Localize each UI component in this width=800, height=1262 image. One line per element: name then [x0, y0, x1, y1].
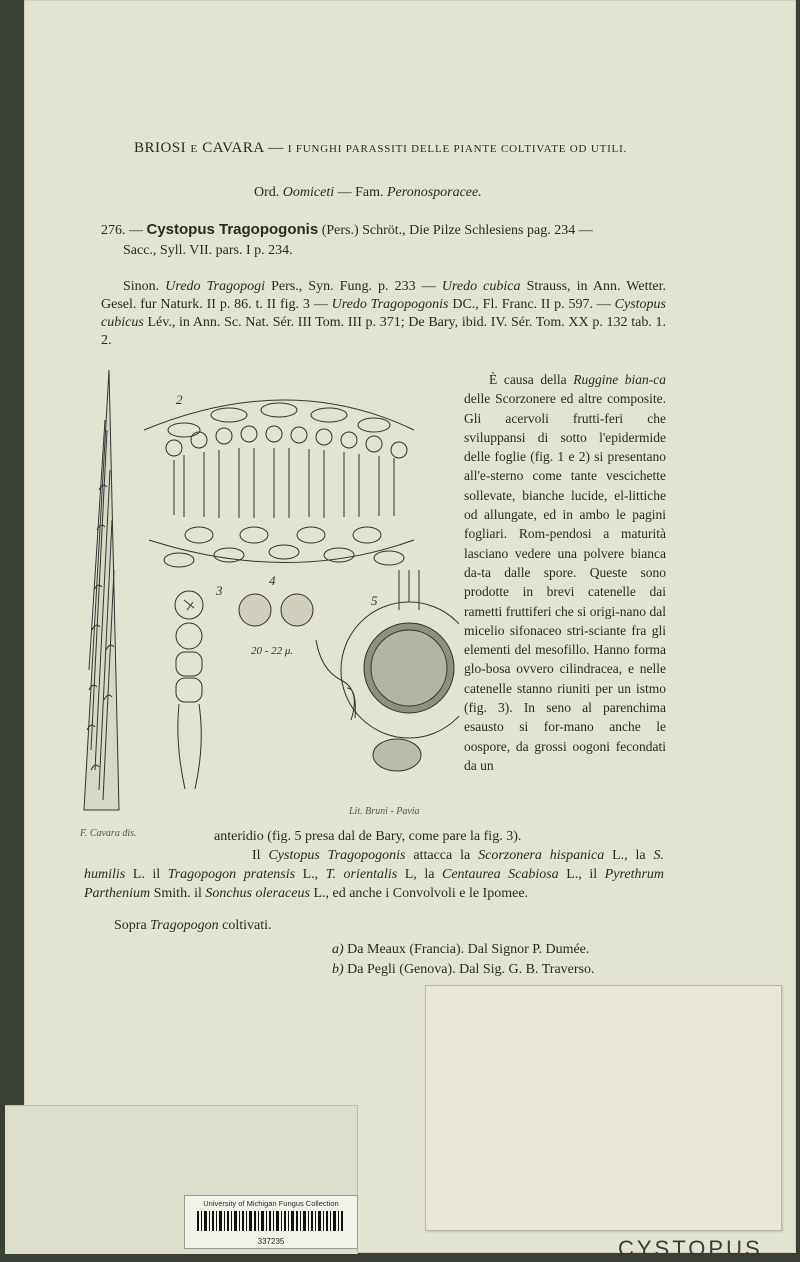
- synonym-name: Uredo cubica: [441, 279, 521, 294]
- entry-number: 276. —: [101, 223, 143, 238]
- figure-5-oogonium: [316, 570, 459, 771]
- synonym-ref: Pers., Syn. Fung. p. 233 —: [271, 279, 436, 294]
- hosts-text: L., la: [612, 848, 646, 863]
- locality-a-text: Da Meaux (Francia). Dal Signor P. Dumée.: [347, 942, 590, 957]
- printed-page: [24, 0, 784, 1000]
- species-name: Cystopus Tragopogonis: [146, 221, 319, 238]
- illustrator-signature: F. Cavara dis.: [80, 828, 137, 839]
- barcode-number: 337235: [257, 1237, 285, 1246]
- page-header: [134, 140, 694, 157]
- hosts-text: Smith. il: [153, 886, 202, 901]
- description-body: delle Scorzonere ed altre composite. Gli acervoli frutti-feri che sviluppansi di sotto l'epidermide delle foglie (fig. 1 e 2) si presentano all'e-sterno come tante vescichette sollevate, bianche lucide, el-littiche od allungate, ed in ambo le pagini fogliari. Rom-pendosi a maturità lasciano vedere una polvere bianca da-ta dalle spore. Queste sono prodotte in brevi catenelle dai rametti fruttiferi che si origi-nano dal micelio sifonaceo stri-sciante fra gli elementi del mesofillo. Hanno forma glo-bosa ovvero cilindracea, e nelle catenelle stanno riuniti per un istmo (fig. 3). In seno al parenchima esausto si for-mano anche le oospore, da grossi oogoni fecondati da un: [464, 391, 666, 773]
- host-name: T. orientalis: [325, 867, 398, 882]
- continuation-text: [84, 827, 664, 903]
- spore-measure-label: 20 - 22 μ.: [251, 645, 294, 657]
- sopra-host: Tragopogon: [150, 918, 219, 933]
- blank-label-card: [425, 985, 782, 1231]
- figure-2-section: [144, 400, 414, 567]
- order-label: Ord.: [254, 185, 280, 200]
- entry-citation-1: (Pers.) Schröt., Die Pilze Schlesiens pag. 234 —: [321, 223, 593, 238]
- synonym-ref: Strauss, in Ann. Wetter. Gesel. fur Naturk. II p. 86. t. II fig. 3 —: [101, 279, 666, 312]
- hosts-text: L.,: [302, 867, 319, 882]
- figure-5-number: 5: [371, 593, 378, 608]
- host-name: Pyrethrum Parthenium: [84, 867, 665, 901]
- description-intro: È causa della: [489, 372, 567, 387]
- synonym-name: Uredo Tragopogonis: [331, 297, 449, 312]
- hosts-text: attacca la: [413, 848, 471, 863]
- barcode-title: University of Michigan Fungus Collection: [203, 1199, 339, 1208]
- lithographer-signature: Lit. Bruni - Pavia: [349, 806, 420, 817]
- barcode-label: [184, 1195, 358, 1249]
- species-ref: Cystopus Tragopogonis: [268, 848, 406, 863]
- locality-a-label: a): [332, 942, 344, 957]
- host-name: Sonchus oleraceus: [205, 886, 310, 901]
- synon-label: Sinon.: [123, 279, 160, 294]
- figure-1-leaf: [84, 370, 119, 810]
- disease-name: Ruggine bian-ca: [573, 372, 667, 387]
- hosts-text: L, la: [404, 867, 435, 882]
- right-column-text: [464, 370, 666, 775]
- figure-4-spores: [239, 594, 313, 626]
- hosts-text: L., ed anche i Convolvoli e le Ipomee.: [313, 886, 529, 901]
- locality-b-text: Da Pegli (Genova). Dal Sig. G. B. Traverso.: [347, 962, 595, 977]
- figure-4-number: 4: [269, 573, 276, 588]
- hosts-text: L. il: [132, 867, 161, 882]
- locality-b-label: b): [332, 962, 344, 977]
- figure-2-number: 2: [176, 392, 183, 407]
- host-name: Tragopogon pratensis: [167, 867, 296, 882]
- header-series-title: I FUNGHI PARASSITI DELLE PIANTE COLTIVATE OD UTILI.: [287, 143, 628, 155]
- hosts-text: Il: [252, 848, 261, 863]
- illustration-plate: [79, 370, 459, 830]
- host-name: S. humilis: [84, 848, 665, 882]
- header-author-cavara: CAVARA: [202, 140, 264, 156]
- figure-3-spore-chain: [175, 591, 203, 789]
- locality-b: [332, 962, 594, 978]
- synonym-ref: DC., Fl. Franc. II p. 597. —: [452, 297, 611, 312]
- header-dash: —: [268, 140, 284, 156]
- locality-a: [332, 942, 589, 958]
- figure-3-number: 3: [216, 583, 223, 598]
- sopra-text: Sopra: [114, 918, 147, 933]
- species-entry: [101, 220, 666, 261]
- hosts-text: L., il: [566, 867, 598, 882]
- cultivated-host-line: [114, 918, 272, 934]
- host-name: Scorzonera hispanica: [478, 848, 605, 863]
- genus-folder-label: CYSTOPUS: [618, 1236, 763, 1261]
- barcode-icon: [195, 1211, 347, 1231]
- family-name: Peronosporacee.: [387, 185, 482, 200]
- synonym-ref: Lév., in Ann. Sc. Nat. Sér. III Tom. III p. 371; De Bary, ibid. IV. Sér. Tom. XX p. 132 tab. 1. 2.: [101, 315, 667, 348]
- synonyms-paragraph: [101, 278, 666, 350]
- header-author-and: E: [190, 143, 198, 155]
- entry-citation-2: Sacc., Syll. VII. pars. I p. 234.: [123, 243, 293, 258]
- hosts-paragraph: [84, 846, 664, 903]
- sopra-text: coltivati.: [222, 918, 272, 933]
- synonym-name: Cystopus cubicus: [101, 297, 667, 330]
- order-line: [254, 185, 482, 201]
- continuation-line-1: anteridio (fig. 5 presa dal de Bary, come pare la fig. 3).: [214, 829, 522, 844]
- order-name: Oomiceti: [282, 185, 335, 200]
- order-separator: —: [337, 185, 352, 200]
- host-name: Centaurea Scabiosa: [442, 867, 559, 882]
- family-label: Fam.: [355, 185, 384, 200]
- synonym-name: Uredo Tragopogi: [165, 279, 265, 294]
- header-author-briosi: BRIOSI: [134, 140, 187, 156]
- illustration-svg: [79, 370, 459, 830]
